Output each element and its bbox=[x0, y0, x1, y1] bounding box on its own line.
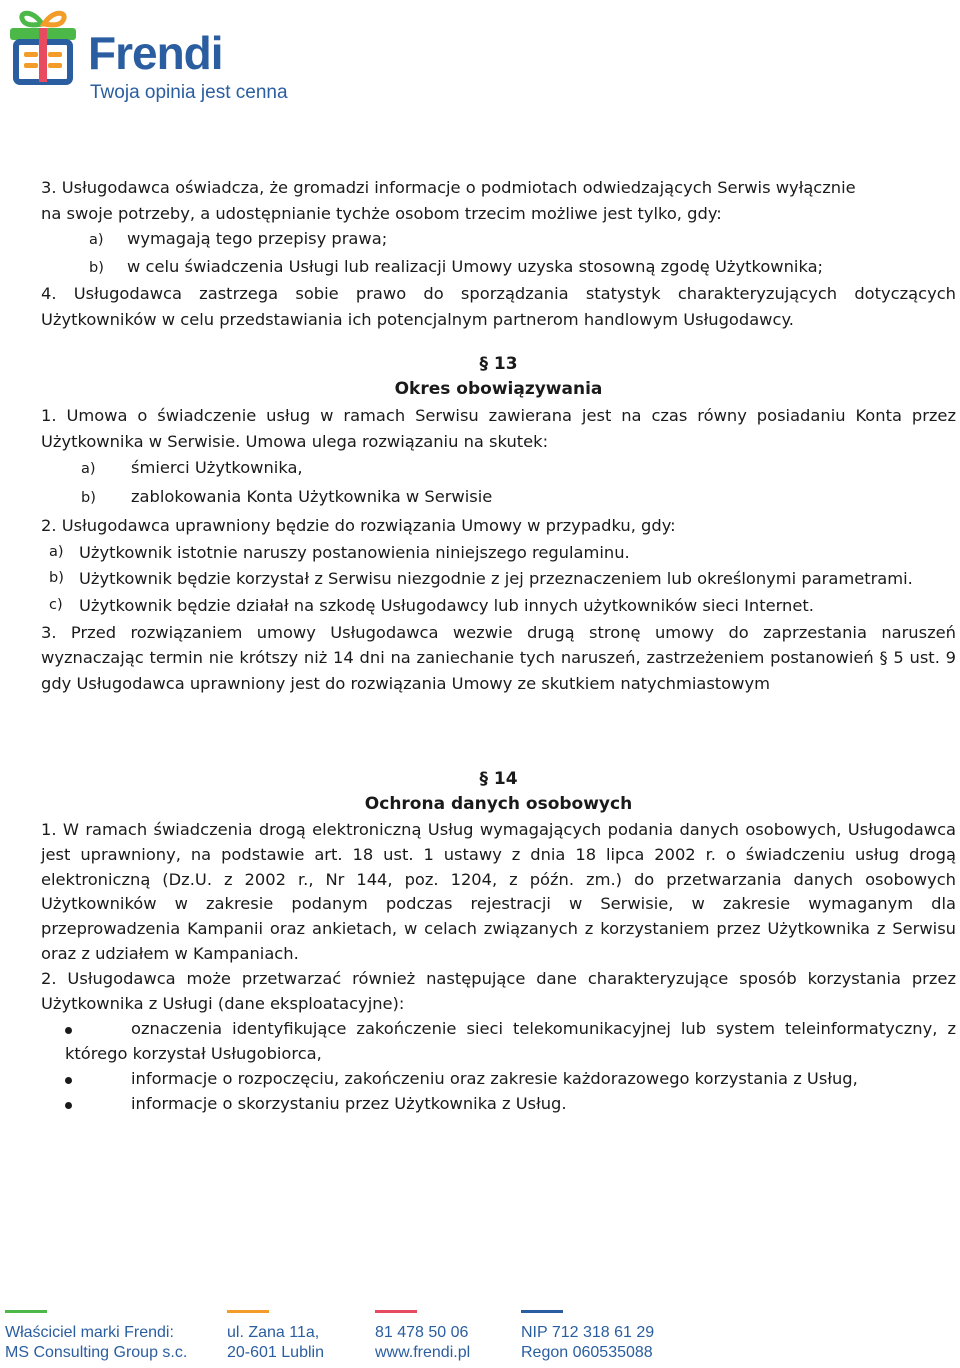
bullet-icon bbox=[65, 1077, 72, 1084]
footer-line: 81 478 50 06 bbox=[375, 1324, 469, 1341]
section-number: § 13 bbox=[479, 354, 518, 374]
paragraph: 4. Usługodawca zastrzega sobie prawo do sporządzania statystyk charakteryzujących dotyczących Użytkowników w celu przedstawiania ich potencjalnym partnerom handlowym Usługodawcy. bbox=[41, 284, 956, 329]
footer-accent-bar bbox=[227, 1310, 269, 1313]
list-item-text: Użytkownik istotnie naruszy postanowienia niniejszego regulaminu. bbox=[79, 543, 630, 562]
footer-accent-bar bbox=[375, 1310, 417, 1313]
brand-logo bbox=[6, 6, 296, 102]
list-marker: b) bbox=[89, 259, 104, 276]
list-item bbox=[41, 566, 956, 592]
bullet-text: oznaczenia identyfikujące zakończenie sieci telekomunikacyjnej lub system teleinformatyczny, z którego korzystał Usługobiorca, bbox=[65, 1019, 956, 1064]
section-title: Ochrona danych osobowych bbox=[364, 794, 633, 814]
footer-line: ul. Zana 11a, bbox=[227, 1324, 320, 1341]
list-item-text: Użytkownik będzie działał na szkodę Usługodawcy lub innych użytkowników sieci Internet. bbox=[79, 595, 814, 615]
bullet-item bbox=[41, 1067, 956, 1092]
footer-line: Regon 060535088 bbox=[521, 1344, 653, 1361]
brand-tagline: Twoja opinia jest cenna bbox=[90, 82, 288, 103]
list-item-text: Użytkownik będzie korzystał z Serwisu niezgodnie z jej przeznaczeniem lub określonymi parametrami. bbox=[79, 569, 913, 588]
gift-box-icon bbox=[6, 6, 80, 90]
paragraph: 3. Przed rozwiązaniem umowy Usługodawca wezwie drugą stronę umowy do zaprzestania naruszeń wyznaczając termin nie krótszy niż 14 dni na zaniechanie tych naruszeń, zastrzeżeniem postanowień § 5 ust. 9 gdy Usługodawca uprawniony jest do rozwiązania Umowy ze skutkiem natychmiastowym bbox=[41, 622, 956, 693]
section-title: Okres obowiązywania bbox=[394, 379, 603, 399]
brand-name: Frendi bbox=[88, 27, 223, 79]
paragraph: 2. Usługodawca może przetwarzać również następujące dane charakteryzujące sposób korzystania przez Użytkownika z Usługi (dane eksploatacyjne): bbox=[41, 968, 956, 1013]
bullet-icon bbox=[65, 1027, 72, 1034]
list-item bbox=[41, 254, 956, 282]
footer-owner bbox=[5, 1310, 187, 1363]
paragraph-line: 3. Usługodawca oświadcza, że gromadzi informacje o podmiotach odwiedzających Serwis wyłącznie bbox=[41, 178, 856, 197]
list-item bbox=[41, 539, 956, 566]
bullet-text: informacje o rozpoczęciu, zakończeniu oraz zakresie każdorazowego korzystania z Usług, bbox=[131, 1068, 858, 1088]
footer-website-link[interactable]: www.frendi.pl bbox=[375, 1344, 471, 1361]
list-item bbox=[41, 454, 956, 483]
list-item-text: zablokowania Konta Użytkownika w Serwisie bbox=[131, 487, 493, 506]
footer-accent-bar bbox=[5, 1310, 47, 1313]
bullet-icon bbox=[65, 1102, 72, 1109]
list-marker: a) bbox=[49, 544, 64, 560]
list-item-text: wymagają tego przepisy prawa; bbox=[127, 229, 388, 248]
list-item bbox=[41, 592, 956, 619]
list-item bbox=[41, 483, 956, 512]
footer-line: Właściciel marki Frendi: bbox=[5, 1324, 174, 1341]
list-item-text: śmierci Użytkownika, bbox=[131, 458, 303, 477]
bullet-text: informacje o skorzystaniu przez Użytkownika z Usług. bbox=[131, 1093, 567, 1113]
section-14 bbox=[41, 767, 956, 1117]
list-marker: b) bbox=[81, 490, 96, 506]
list-marker: c) bbox=[49, 596, 63, 613]
list-marker: b) bbox=[49, 570, 64, 586]
footer-accent-bar bbox=[521, 1310, 563, 1313]
paragraph-line: na swoje potrzeby, a udostępnianie tychże osobom trzecim możliwe jest tylko, gdy: bbox=[41, 203, 722, 223]
footer-registry bbox=[521, 1310, 654, 1363]
footer-contact bbox=[375, 1310, 470, 1363]
footer-address bbox=[227, 1310, 324, 1363]
list-item bbox=[41, 226, 956, 254]
bullet-item bbox=[41, 1092, 956, 1117]
footer-line: MS Consulting Group s.c. bbox=[5, 1344, 188, 1361]
paragraph: 2. Usługodawca uprawniony będzie do rozwiązania Umowy w przypadku, gdy: bbox=[41, 516, 676, 535]
section-13 bbox=[41, 352, 956, 696]
list-marker: a) bbox=[89, 232, 104, 248]
list-marker: a) bbox=[81, 461, 96, 477]
section-number: § 14 bbox=[479, 769, 518, 789]
paragraph: 1. W ramach świadczenia drogą elektroniczną Usług wymagających podania danych osobowych, Usługodawca jest uprawniony, na podstawie art. 18 ust. 1 ustawy z dnia 18 lipca 2002 r. o świadczeniu usług drogą elektroniczną (Dz.U. z 2002 r., Nr 144, poz. 1204, z późn. zm.) do przetwarzania danych osobowych Użytkowników w zakresie podanym podczas rejestracji w Serwisie, w zakresie wymaganym dla przeprowadzenia Kampanii oraz ankietach, w celach związanych z korzystaniem przez Użytkownika z Serwisu oraz z udziałem w Kampaniach. bbox=[41, 820, 956, 963]
footer-line: 20-601 Lublin bbox=[227, 1344, 324, 1361]
paragraph: 1. Umowa o świadczenie usług w ramach Serwisu zawierana jest na czas równy posiadaniu Konta przez Użytkownika w Serwisie. Umowa ulega rozwiązaniu na skutek: bbox=[41, 406, 956, 451]
bullet-item bbox=[41, 1017, 956, 1067]
list-item-text: w celu świadczenia Usługi lub realizacji Umowy uzyska stosowną zgodę Użytkownika; bbox=[127, 256, 824, 276]
footer-line: NIP 712 318 61 29 bbox=[521, 1324, 655, 1341]
section-12-tail bbox=[41, 175, 956, 332]
page-footer bbox=[0, 1310, 960, 1368]
